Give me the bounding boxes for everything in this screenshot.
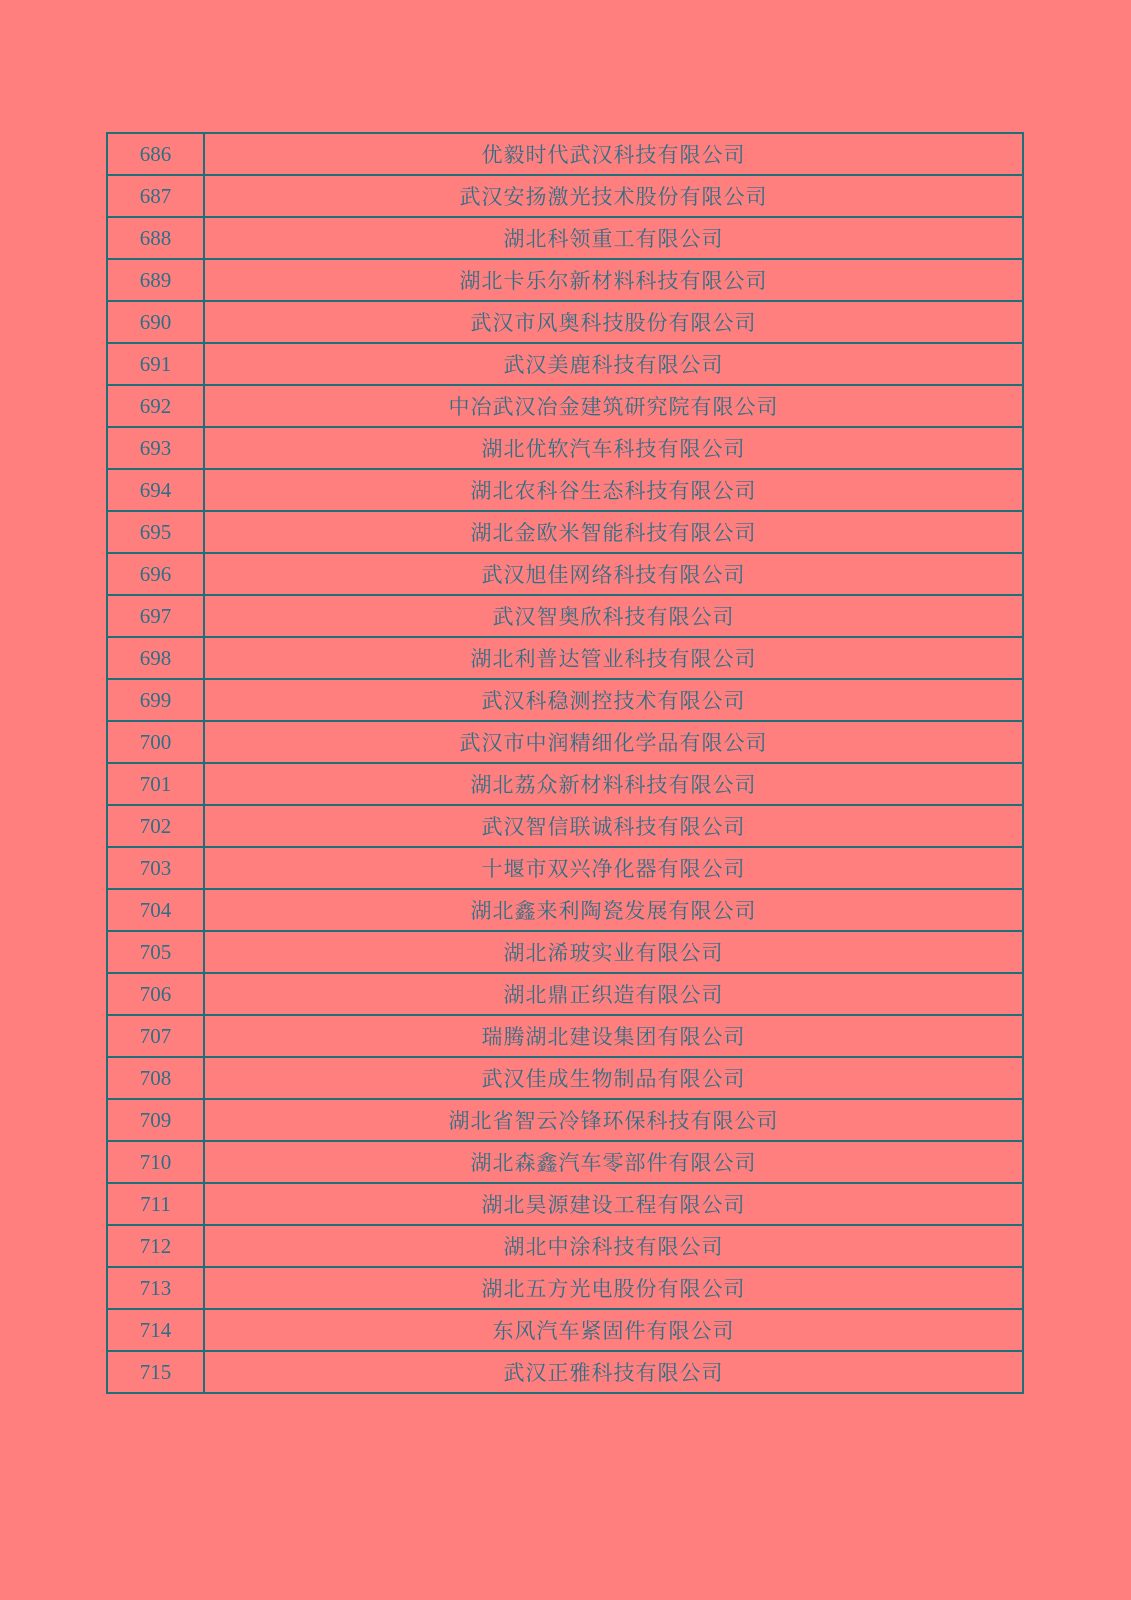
row-number: 700 — [107, 721, 204, 763]
table-row — [107, 889, 1023, 931]
table-row — [107, 1099, 1023, 1141]
row-number: 711 — [107, 1183, 204, 1225]
row-number: 704 — [107, 889, 204, 931]
row-number: 694 — [107, 469, 204, 511]
company-name: 武汉旭佳网络科技有限公司 — [204, 553, 1023, 595]
table-row — [107, 385, 1023, 427]
table-row — [107, 1267, 1023, 1309]
company-name: 中冶武汉冶金建筑研究院有限公司 — [204, 385, 1023, 427]
company-name: 湖北卡乐尔新材料科技有限公司 — [204, 259, 1023, 301]
row-number: 697 — [107, 595, 204, 637]
company-name: 十堰市双兴净化器有限公司 — [204, 847, 1023, 889]
company-name: 湖北浠玻实业有限公司 — [204, 931, 1023, 973]
row-number: 710 — [107, 1141, 204, 1183]
company-name: 湖北利普达管业科技有限公司 — [204, 637, 1023, 679]
company-name: 瑞腾湖北建设集团有限公司 — [204, 1015, 1023, 1057]
company-name: 武汉智奥欣科技有限公司 — [204, 595, 1023, 637]
row-number: 693 — [107, 427, 204, 469]
company-name: 武汉美鹿科技有限公司 — [204, 343, 1023, 385]
row-number: 701 — [107, 763, 204, 805]
company-name: 湖北昊源建设工程有限公司 — [204, 1183, 1023, 1225]
company-name: 武汉正雅科技有限公司 — [204, 1351, 1023, 1393]
company-name: 湖北五方光电股份有限公司 — [204, 1267, 1023, 1309]
table-row — [107, 973, 1023, 1015]
row-number: 696 — [107, 553, 204, 595]
company-name: 湖北金欧米智能科技有限公司 — [204, 511, 1023, 553]
table-row — [107, 259, 1023, 301]
company-name: 武汉佳成生物制品有限公司 — [204, 1057, 1023, 1099]
table-row — [107, 1309, 1023, 1351]
company-name: 武汉市风奥科技股份有限公司 — [204, 301, 1023, 343]
table-row — [107, 343, 1023, 385]
row-number: 695 — [107, 511, 204, 553]
table-row — [107, 1141, 1023, 1183]
table-row — [107, 721, 1023, 763]
company-name: 武汉科稳测控技术有限公司 — [204, 679, 1023, 721]
row-number: 707 — [107, 1015, 204, 1057]
company-name: 武汉市中润精细化学品有限公司 — [204, 721, 1023, 763]
table-row — [107, 511, 1023, 553]
row-number: 705 — [107, 931, 204, 973]
table-body — [107, 133, 1023, 1393]
company-list-table — [106, 132, 1024, 1394]
company-name: 武汉安扬激光技术股份有限公司 — [204, 175, 1023, 217]
company-name: 湖北鼎正织造有限公司 — [204, 973, 1023, 1015]
row-number: 690 — [107, 301, 204, 343]
table-row — [107, 847, 1023, 889]
row-number: 702 — [107, 805, 204, 847]
company-name: 湖北省智云冷锋环保科技有限公司 — [204, 1099, 1023, 1141]
table-row — [107, 679, 1023, 721]
row-number: 706 — [107, 973, 204, 1015]
table-row — [107, 217, 1023, 259]
row-number: 686 — [107, 133, 204, 175]
table-row — [107, 1015, 1023, 1057]
row-number: 687 — [107, 175, 204, 217]
company-name: 湖北农科谷生态科技有限公司 — [204, 469, 1023, 511]
row-number: 708 — [107, 1057, 204, 1099]
table-row — [107, 427, 1023, 469]
company-name: 东风汽车紧固件有限公司 — [204, 1309, 1023, 1351]
row-number: 688 — [107, 217, 204, 259]
row-number: 713 — [107, 1267, 204, 1309]
table-row — [107, 469, 1023, 511]
company-name: 湖北鑫来利陶瓷发展有限公司 — [204, 889, 1023, 931]
company-name: 湖北科领重工有限公司 — [204, 217, 1023, 259]
row-number: 698 — [107, 637, 204, 679]
table-row — [107, 595, 1023, 637]
table-row — [107, 763, 1023, 805]
table-row — [107, 931, 1023, 973]
row-number: 709 — [107, 1099, 204, 1141]
row-number: 703 — [107, 847, 204, 889]
table-row — [107, 1351, 1023, 1393]
table-row — [107, 133, 1023, 175]
row-number: 715 — [107, 1351, 204, 1393]
table-row — [107, 805, 1023, 847]
company-name: 湖北中涂科技有限公司 — [204, 1225, 1023, 1267]
company-name: 武汉智信联诚科技有限公司 — [204, 805, 1023, 847]
row-number: 689 — [107, 259, 204, 301]
company-name: 湖北森鑫汽车零部件有限公司 — [204, 1141, 1023, 1183]
table-row — [107, 553, 1023, 595]
table-row — [107, 637, 1023, 679]
company-name: 优毅时代武汉科技有限公司 — [204, 133, 1023, 175]
row-number: 699 — [107, 679, 204, 721]
company-name: 湖北优软汽车科技有限公司 — [204, 427, 1023, 469]
row-number: 691 — [107, 343, 204, 385]
row-number: 712 — [107, 1225, 204, 1267]
row-number: 714 — [107, 1309, 204, 1351]
row-number: 692 — [107, 385, 204, 427]
table-row — [107, 175, 1023, 217]
table-row — [107, 1225, 1023, 1267]
table-row — [107, 1057, 1023, 1099]
table-row — [107, 1183, 1023, 1225]
table-row — [107, 301, 1023, 343]
company-name: 湖北荔众新材料科技有限公司 — [204, 763, 1023, 805]
